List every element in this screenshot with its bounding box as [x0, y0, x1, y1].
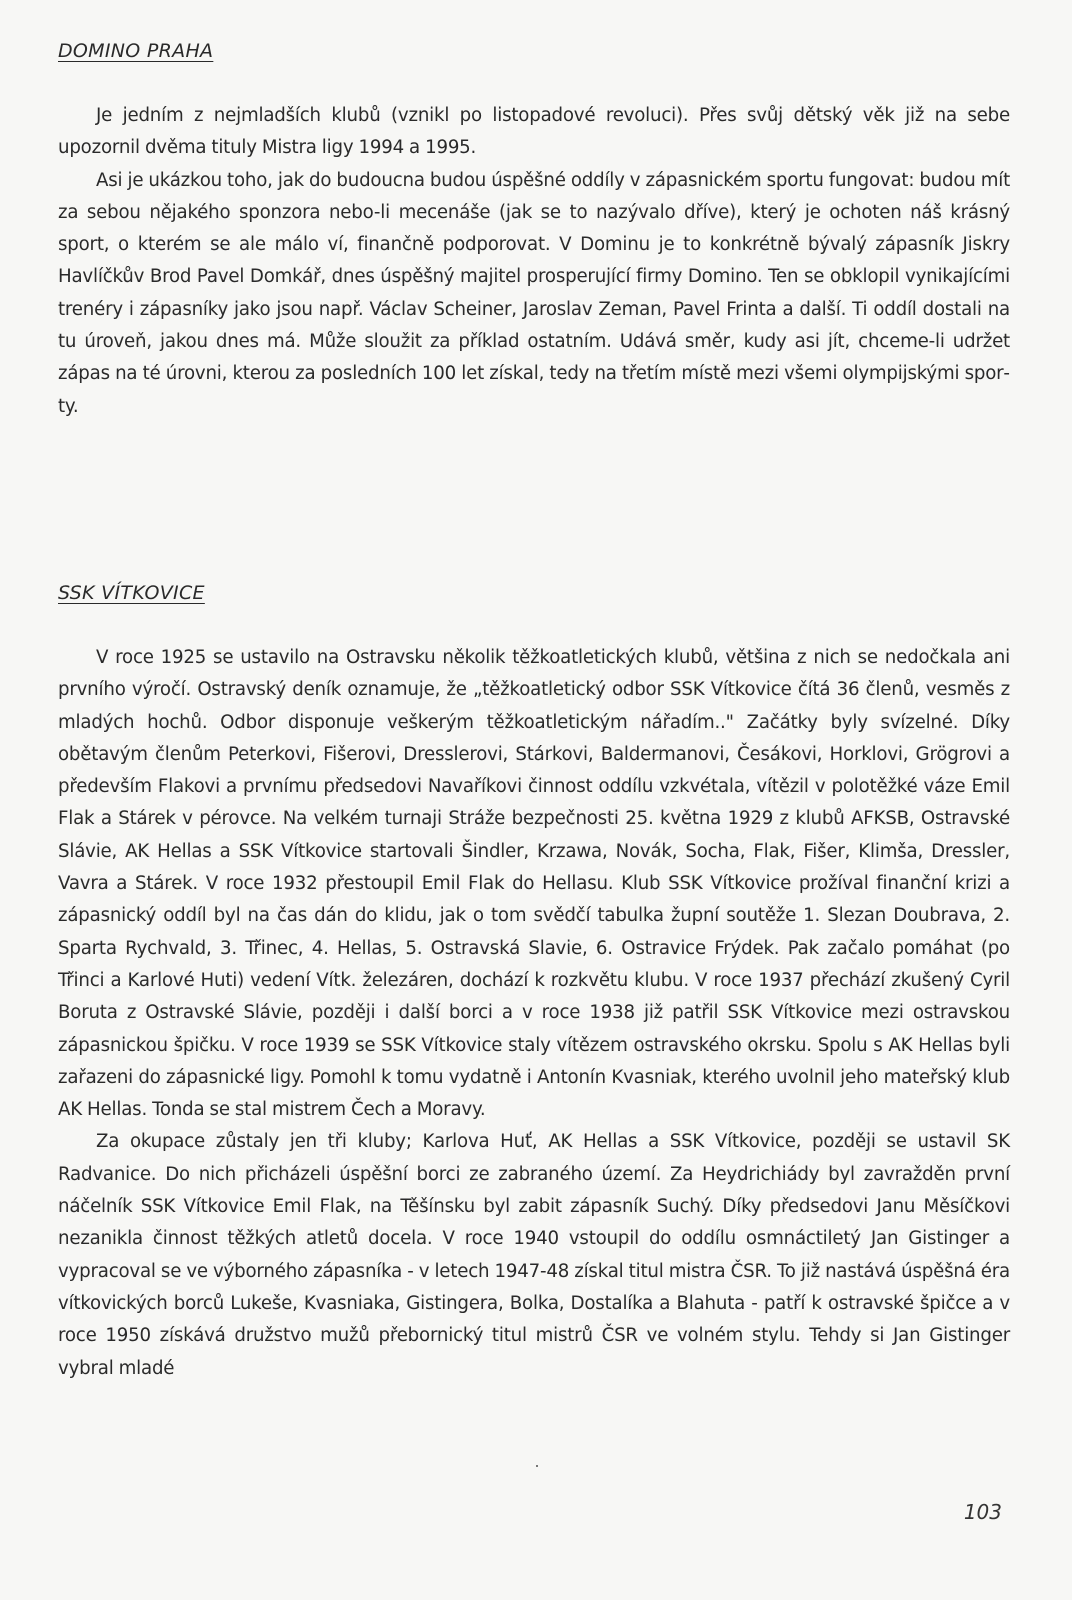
section-heading: SSK VÍTKOVICE [58, 582, 205, 604]
paragraph: Asi je ukázkou toho, jak do budoucna budou úspěšné oddíly v zápasnickém sportu fungovat: budou mít za sebou nějakého sponzora nebo-li mecenáše (jak se to nazývalo dříve), který je ochoten náš krásný sport, o kterém se ale málo ví, finančně podporovat. V Dominu je to konkrétně bývalý zápasník Jiskry Havlíčkův Brod Pavel Domkář, dnes úspěšný majitel prosperující firmy Domino. Ten se obklopil vynikajícími trenéry i zápasníky jako jsou např. Václav Scheiner, Jaroslav Zeman, Pavel Frinta a další. Ti oddíl dostali na tu úroveň, jakou dnes má. Může sloužit za příklad ostatním. Udává směr, kudy asi jít, chceme-li udržet zápas na té úrovni, kterou za posledních 100 let získal, tedy na třetím místě mezi všemi olympijskými sporty. [58, 169, 1010, 417]
paragraph: Za okupace zůstaly jen tři kluby; Karlova Huť, AK Hellas a SSK Vítkovice, později se ustavil SK Radvanice. Do nich přicházeli úspěšní borci ze zabraného území. Za Heydrichiády byl zavražděn první náčelník SSK Vítkovice Emil Flak, na Těšínsku byl zabit zápasník Suchý. Díky předsedovi Janu Měsíčkovi nezanikla činnost těžkých atletů docela. V roce 1940 vstoupil do oddílu osmnáctiletý Jan Gistinger a vypracoval se ve výborného zápasníka - v letech 1947-48 získal titul mistra ČSR. To již nastává úspěšná éra vítkovických borců Lukeše, Kvasniaka, Gistingera, Bolka, Dostalíka a Blahuta - patří k ostravské špičce a v roce 1950 získává družstvo mužů přebornický titul mistrů ČSR ve volném stylu. Tehdy si Jan Gistinger vybral mladé [58, 1131, 1010, 1379]
scan-speck [536, 1465, 538, 1467]
page-number: 103 [963, 1500, 1002, 1524]
section-domino-praha [58, 40, 1010, 423]
section-heading: DOMINO PRAHA [58, 40, 214, 62]
section-ssk-vitkovice [58, 582, 1010, 1385]
paragraph: Je jedním z nejmladších klubů (vznikl po listopadové revoluci). Přes svůj dětský věk již na sebe upozornil dvěma tituly Mistra ligy 1994 a 1995. [58, 105, 1010, 159]
paragraph: V roce 1925 se ustavilo na Ostravsku několik těžkoatletických klubů, většina z nich se nedočkala ani prvního výročí. Ostravský deník oznamuje, že „těžkoatletický odbor SSK Vítkovice čítá 36 členů, vesměs z mladých hochů. Odbor disponuje veškerým těžkoatletickým nářadím.." Začátky byly svízelné. Díky obětavým členům Peterkovi, Fišerovi, Dresslerovi, Stárkovi, Baldermanovi, Česákovi, Horklovi, Grögrovi a především Flakovi a prvnímu předsedovi Navaříkovi činnost oddílu vzkvétala, vítězil v polotěžké váze Emil Flak a Stárek v pérovce. Na velkém turnaji Stráže bezpečnosti 25. května 1929 z klubů AFKSB, Ostravské Slávie, AK Hellas a SSK Vítkovice startovali Šindler, Krzawa, Novák, Socha, Flak, Fišer, Klimša, Dressler, Vavra a Stárek. V roce 1932 přestoupil Emil Flak do Hellasu. Klub SSK Vítkovice prožíval finanční krizi a zápasnický oddíl byl na čas dán do klidu, jak o tom svědčí tabulka župní soutěže 1. Slezan Doubrava, 2. Sparta Rychvald, 3. Třinec, 4. Hellas, 5. Ostravská Slavie, 6. Ostravice Frýdek. Pak začalo pomáhat (po Třinci a Karlové Huti) vedení Vítk. železáren, dochází k rozkvětu klubu. V roce 1937 přechází zkušený Cyril Boruta z Ostravské Slávie, později i další borci a v roce 1938 již patřil SSK Vítkovice mezi ostravskou zápasnickou špičku. V roce 1939 se SSK Vítkovice staly vítězem ostravského okrsku. Spolu s AK Hellas byli zařazeni do zápasnické ligy. Pomohl k tomu vydatně i Antonín Kvasniak, kterého uvolnil jeho mateřský klub AK Hellas. Tonda se stal mistrem Čech a Moravy. [58, 647, 1010, 1121]
